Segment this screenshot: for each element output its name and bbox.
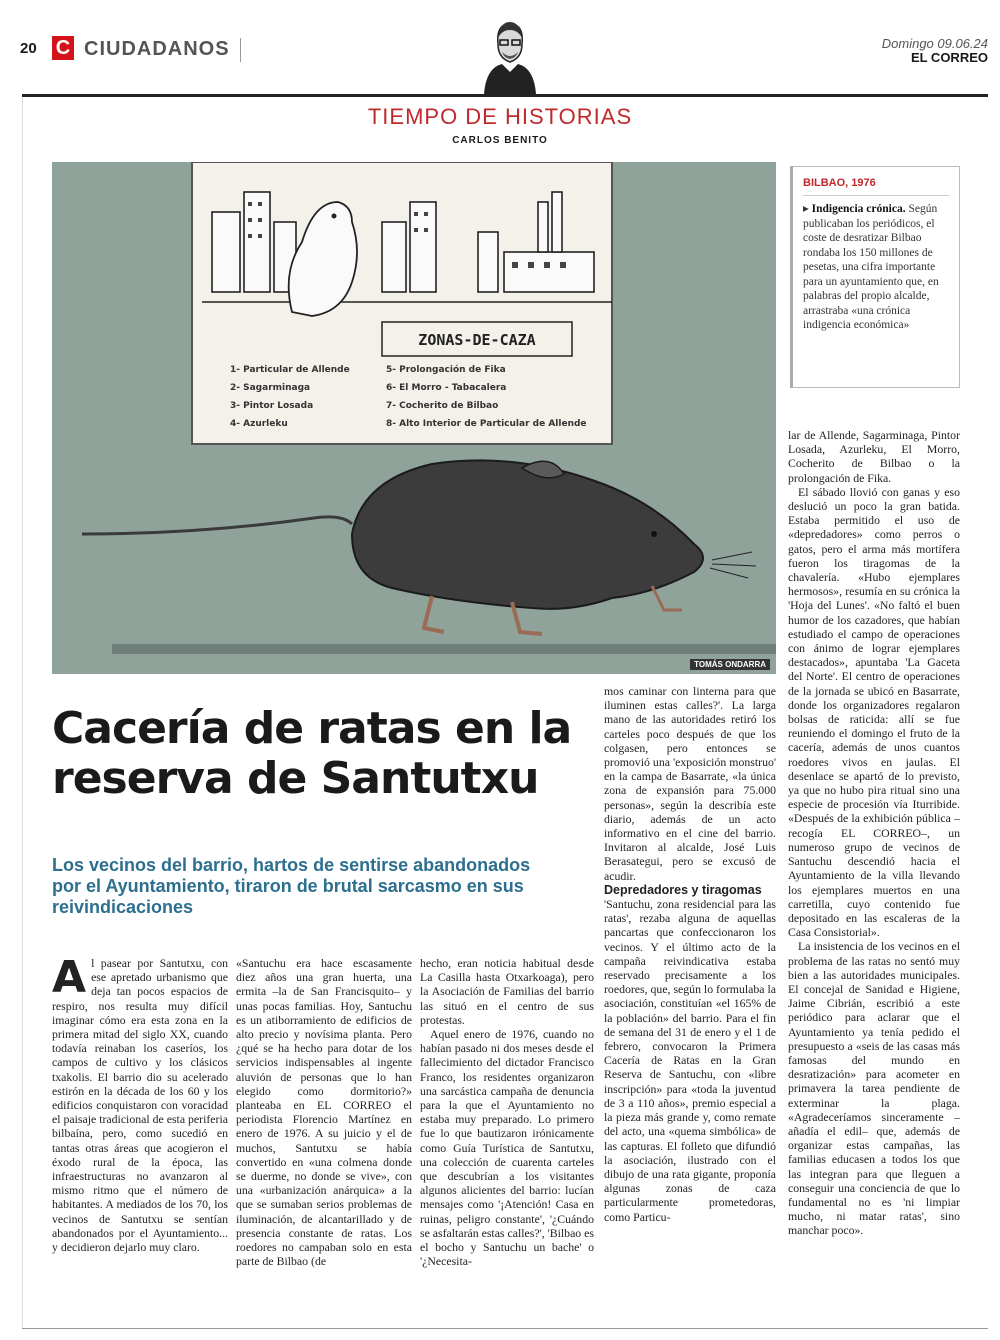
illustration-credit: TOMÁS ONDARRA [690, 659, 770, 670]
section-divider [240, 38, 241, 62]
paragraph: «Santuchu era hace escasamente diez años una gran huerta, una ermita –la de San Francisquito– y unas pocas familias. Hoy, Santuchu es un atiborramiento de edificios de alto precio y novísima planta. Pero ¿qué se ha hecho para dotar de los servicios indispensables al ingente aluvión de personas que lo han elegido como dormitorio?» planteaba en EL CORREO el periodista Florencio Martínez en enero de 1976. A su juicio y el de muchos, Santutxu se había convertido en «una colmena donde se duerme, no donde se vive», con una «urbanización anárquica» a la que se sumaban serios problemas de iluminación, de alcantarillado y de presencia constante de ratas. Los roedores no campaban solo en esta parte de Bilbao (de [236, 956, 412, 1269]
paragraph: lar de Allende, Sagarminaga, Pintor Losada, Azurleku, El Morro, Cocherito de Bilbao o la prolongación de Fika. [788, 428, 960, 485]
body-column-1 [52, 952, 228, 1255]
dropcap: A [52, 952, 87, 1003]
column-author: CARLOS BENITO [452, 135, 548, 146]
article-headline: Cacería de ratas en la reserva de Santutxu [52, 703, 572, 804]
poster-zone-item: 1- Particular de Allende [230, 365, 350, 375]
paragraph: 'Santuchu, zona residencial para las ratas', rezaba alguna de aquellas pancartas que confeccionaron los vecinos. Y el último acto de la campaña reivindicativa estaba reservado precisamente a los roedores, que, según lo formulaba la asociación, constituían «el 165% de la población» del barrio. Para el fin de semana del 31 de enero y el 1 de febrero, convocaron la Primera Cacería de Ratas en la Gran Reserva de Santuchu, con «libre inscripción» para «toda la juventud de 3 a 110 años», premio especial a la pieza más grande y, como remate del acto, una «quema simbólica» de las capturas. El folleto que difundió la asociación, ilustrado con el dibujo de una rata gigante, proponía algunas zonas de caza particularmente prometedoras, como Particu- [604, 897, 776, 1224]
poster-title: ZONAS-DE-CAZA [418, 331, 536, 349]
header-rule [22, 94, 988, 97]
masthead [0, 0, 1000, 96]
paragraph: hecho, eran noticia habitual desde La Casilla hasta Otxarkoaga), pero la Asociación de Familias del barrio las situó en el centro de sus protestas. [420, 956, 594, 1027]
section-name: CIUDADANOS [84, 38, 230, 60]
sidebar-body [803, 202, 949, 333]
sidebar-box [790, 166, 960, 388]
paragraph [52, 952, 228, 1255]
sidebar-heading: BILBAO, 1976 [803, 177, 949, 196]
section-logo: C [52, 36, 74, 60]
paragraph: La insistencia de los vecinos en el problema de las ratas no sentó muy bien a las autoridades municipales. El concejal de Sanidad e Higiene, Jaime Cibrián, escribió a este periódico para aclarar que el Ayuntamiento ya tenía pedido el presupuesto a «seis de las casas más famosas del mundo en desratización» para acometer en primavera la tarea pendiente de exterminar la plaga. «Agradeceríamos sinceramente –añadía el edil– que, además de organizar estas campañas, las familias educasen a todos los que las integran para que lleguen a conseguir una conciencia de que lo fundamental no es 'ni limpiar mucho, ni matar ratas', sino manchar poco». [788, 939, 960, 1238]
author-portrait [478, 16, 542, 94]
page-frame-line [22, 97, 23, 1328]
paragraph: Aquel enero de 1976, cuando no habían pasado ni dos meses desde el fallecimiento del dictador Francisco Franco, los residentes organizaron una sarcástica campaña de denuncia para la que el Ayuntamiento no estaba muy preparado. Lo primero fue lo que bautizaron irónicamente como Guía Turística de Santutxu, una colección de cuarenta carteles que descubrían a los visitantes algunos alicientes del barrio: lucían mensajes como '¡Atención! Casa en ruinas, peligro constante', '¿Cuándo se asfaltarán estas calles?', 'Bilbao es el bocho y Santuchu un bache' o '¿Necesita- [420, 1027, 594, 1269]
sidebar-lead: Indigencia crónica. [811, 203, 906, 215]
illustration-svg [52, 162, 776, 674]
paragraph: El sábado llovió con ganas y eso deslució un poco la gran batida. Estaba permitido el uso de «depredadores» como perros o gatos, pero el arma más mortífera fueron los tiragomas de la chavalería. «Hubo ejemplares hermosos», resumía en su crónica la 'Hoja del Lunes'. «No faltó el buen humor de los cazadores, que habían estudiado el campo de operaciones con ánimo de lograr ejemplares destacados», apuntaba 'La Gaceta del Norte'. El centro de operaciones de la jornada se ubicó en Basarrate, donde los organizadores regalaron bolsas de raticida: allí se fue reuniendo el domingo el fruto de la cacería, además de unos cuantos roedores vivos en jaulas. El desenlace se apartó de lo previsto, ya que no hubo pira ritual sino una especie de procesión vía Iturribide. «Después de la exhibición pública –recogía EL CORREO–, un numeroso grupo de vecinos de Santuchu descendió hacia el Ayuntamiento de la villa llevando los ejemplares muertos en una carretilla, cuyo contenido fue depositado en las escaleras de la Casa Consistorial». [788, 484, 960, 940]
subsection-heading: Depredadores y tiragomas [604, 882, 762, 897]
body-column-5 [788, 428, 960, 1238]
body-column-4 [604, 684, 776, 1224]
footer-rule [22, 1328, 988, 1329]
issue-date: Domingo 09.06.24 [881, 36, 988, 51]
floor-shelf [112, 644, 776, 654]
body-column-3 [420, 956, 594, 1268]
newspaper-name: EL CORREO [910, 50, 988, 65]
column-title: TIEMPO DE HISTORIAS [367, 104, 633, 129]
poster-zone-item: 7- Cocherito de Bilbao [386, 401, 499, 411]
poster-zone-item: 8- Alto Interior de Particular de Allende [386, 419, 587, 429]
body-column-2 [236, 956, 412, 1268]
sidebar-text: Según publicaban los periódicos, el coste de desratizar Bilbao rondaba los 150 millones de pesetas, una cifra importante para un ayuntamiento que, en palabras del propio alcalde, arrastraba «una crónica indigencia económica» [803, 203, 939, 331]
page-number: 20 [20, 40, 37, 57]
article-subhead: Los vecinos del barrio, hartos de sentirse abandonados por el Ayuntamiento, tiraron de brutal sarcasmo en sus reivindicaciones [52, 855, 531, 917]
rat-illustration [52, 162, 776, 674]
poster-zone-item: 4- Azurleku [230, 419, 288, 429]
poster-zone-item: 3- Pintor Losada [230, 401, 314, 411]
paragraph-text: l pasear por Santutxu, con ese apretado urbanismo que deja tan pocos espacios de respiro, nos resulta muy difícil imaginar cómo era esta zona en la primera mitad del siglo XX, cuando todavía reinaban los caseríos, los campos de cultivo y los clásicos txakolis. El barrio dio su acelerado estirón en la década de los 60 y los edificios conquistaron con voracidad el paisaje tradicional de esta periferia bilbaína, pero, como sucedió en tantas otras áreas que acogieron el éxodo rural de la época, las infraestructuras no avanzaron al mismo ritmo que el número de habitantes. A mediados de los 70, los vecinos de Santutxu se sentían abandonados por el Ayuntamiento... y decidieron dejarlo muy claro. [52, 956, 228, 1255]
poster-zone-item: 6- El Morro - Tabacalera [386, 383, 507, 393]
paragraph: mos caminar con linterna para que iluminen estas calles?'. La larga mano de las autoridades retiró los carteles poco después de que los colgasen, pero entonces se promovió una 'exposición monstruo' en la campa de Basarrate, «la única zona de expansión para 75.000 personas», según la describía este diario, además de un acto informativo en el cine del barrio. Invitaron al alcalde, José Luis Berasategui, pero se excusó de acudir. [604, 684, 776, 883]
bullet-icon: ▸ [803, 203, 812, 215]
poster-zone-item: 5- Prolongación de Fika [386, 365, 506, 375]
poster-zone-item: 2- Sagarminaga [230, 383, 311, 393]
